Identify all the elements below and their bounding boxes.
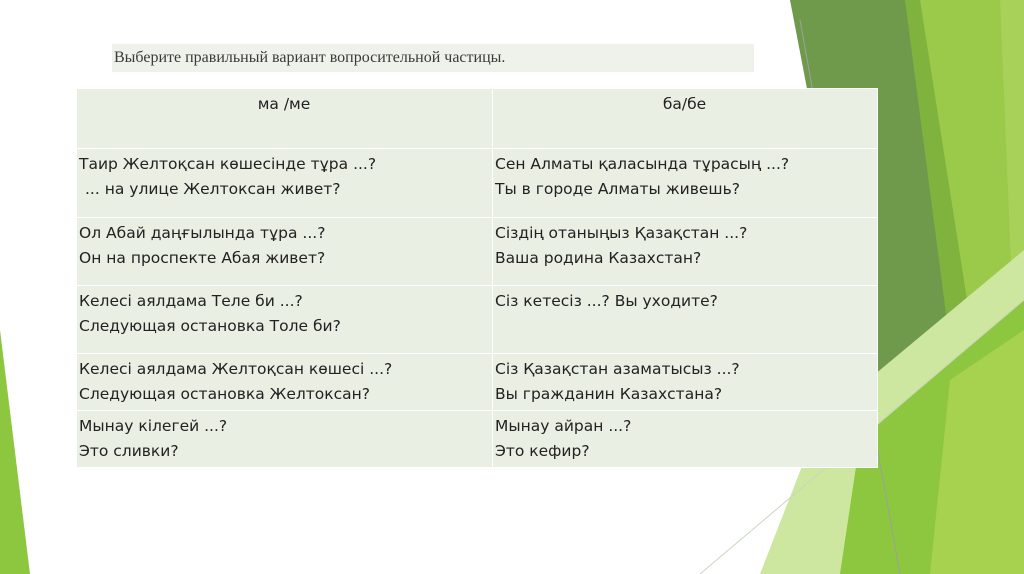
table-cell-left	[77, 286, 493, 354]
cell-line: Ты в городе Алматы живешь?	[495, 180, 740, 198]
table-row	[77, 149, 878, 218]
table-cell-right	[493, 218, 878, 286]
table-cell-right	[493, 149, 878, 218]
cell-line: Келесі аялдама Теле би ...?	[79, 292, 303, 310]
table-row	[77, 411, 878, 468]
cell-line: Он на проспекте Абая живет?	[79, 249, 326, 267]
cell-line: Сен Алматы қаласында тұрасың ...?	[495, 155, 790, 173]
cell-line: Таир Желтоқсан көшесінде тұра ...?	[79, 155, 377, 173]
table-cell-left	[77, 411, 493, 468]
cell-line: Мынау айран ...?	[495, 417, 632, 435]
cell-line: Ол Абай даңғылында тұра ...?	[79, 224, 326, 242]
cell-line: ... на улице Желтоксан живет?	[85, 180, 341, 198]
cell-line: Мынау кілегей ...?	[79, 417, 228, 435]
header-cell-ma-me: ма /ме	[77, 89, 493, 149]
table-cell-left	[77, 354, 493, 411]
left-green-triangle	[0, 330, 30, 574]
cell-line: Сіз кетесіз ...? Вы уходите?	[495, 292, 718, 310]
particles-table	[76, 88, 878, 468]
table-row	[77, 354, 878, 411]
cell-line: Следующая остановка Желтоксан?	[79, 385, 371, 403]
slide-title: Выберите правильный вариант вопросительной частицы.	[112, 44, 754, 72]
table-cell-right	[493, 354, 878, 411]
cell-line: Вы гражданин Казахстана?	[495, 385, 723, 403]
cell-line: Это кефир?	[495, 442, 590, 460]
cell-line: Следующая остановка Толе би?	[79, 317, 341, 335]
table-header-row	[77, 89, 878, 149]
header-cell-ba-be: ба/бе	[493, 89, 878, 149]
cell-line: Келесі аялдама Желтоқсан көшесі ...?	[79, 360, 393, 378]
cell-line: Сіз Қазақстан азаматысыз ...?	[495, 360, 740, 378]
table-row	[77, 286, 878, 354]
table-cell-right	[493, 411, 878, 468]
cell-line: Это сливки?	[79, 442, 179, 460]
table-row	[77, 218, 878, 286]
cell-line: Сіздің отаныңыз Қазақстан ...?	[495, 224, 748, 242]
table-cell-right	[493, 286, 878, 354]
cell-line: Ваша родина Казахстан?	[495, 249, 702, 267]
table-cell-left	[77, 149, 493, 218]
table-cell-left	[77, 218, 493, 286]
